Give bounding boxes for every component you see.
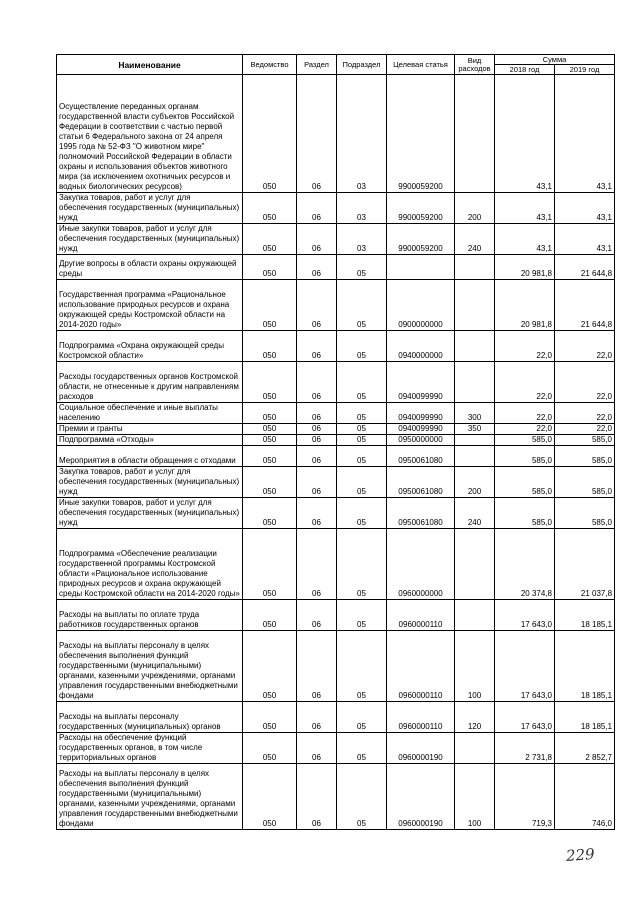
cell-expense-type [455, 600, 495, 631]
cell-target: 0940000000 [387, 331, 455, 362]
cell-department: 050 [243, 280, 297, 331]
table-row [57, 467, 615, 498]
cell-target: 0960000110 [387, 600, 455, 631]
cell-section: 06 [297, 424, 337, 435]
cell-section: 06 [297, 331, 337, 362]
cell-name: Расходы на выплаты персоналу в целях обеспечения выполнения функций государственными (муниципальными) органами, казенными учреждениями, органами управления государственными внебюджетными фондами [57, 764, 243, 830]
cell-name: Расходы государственных органов Костромской области, не отнесенные к другим направлениям расходов [57, 362, 243, 403]
table-row [57, 362, 615, 403]
cell-department: 050 [243, 631, 297, 702]
cell-subsection: 03 [337, 224, 387, 255]
cell-name: Закупка товаров, работ и услуг для обеспечения государственных (муниципальных) нужд [57, 467, 243, 498]
cell-sum-2018: 22,0 [495, 331, 555, 362]
cell-sum-2018: 585,0 [495, 498, 555, 529]
cell-target: 0950061080 [387, 498, 455, 529]
table-row [57, 498, 615, 529]
cell-subsection: 05 [337, 764, 387, 830]
cell-subsection: 05 [337, 435, 387, 446]
cell-subsection: 05 [337, 446, 387, 467]
cell-department: 050 [243, 467, 297, 498]
table-row [57, 733, 615, 764]
cell-sum-2018: 719,3 [495, 764, 555, 830]
cell-section: 06 [297, 764, 337, 830]
cell-target [387, 255, 455, 280]
cell-expense-type: 240 [455, 224, 495, 255]
cell-sum-2018: 22,0 [495, 362, 555, 403]
cell-expense-type [455, 446, 495, 467]
cell-expense-type [455, 255, 495, 280]
cell-section: 06 [297, 467, 337, 498]
cell-name: Расходы на обеспечение функций государственных органов, в том числе территориальных органов [57, 733, 243, 764]
cell-subsection: 05 [337, 467, 387, 498]
cell-target: 0960000110 [387, 702, 455, 733]
cell-sum-2019: 21 644,8 [555, 280, 615, 331]
handwritten-page-number: 229 [565, 845, 596, 865]
header-department: Ведомство [243, 55, 297, 75]
cell-name: Иные закупки товаров, работ и услуг для обеспечения государственных (муниципальных) нужд [57, 498, 243, 529]
table-row [57, 435, 615, 446]
table-row [57, 424, 615, 435]
cell-sum-2019: 18 185,1 [555, 702, 615, 733]
cell-section: 06 [297, 435, 337, 446]
cell-target: 9900059200 [387, 193, 455, 224]
cell-target: 0940099990 [387, 424, 455, 435]
header-expense-type: Вид расходов [455, 55, 495, 75]
cell-sum-2018: 20 981,8 [495, 280, 555, 331]
cell-sum-2019: 18 185,1 [555, 600, 615, 631]
cell-target: 0960000190 [387, 733, 455, 764]
cell-department: 050 [243, 193, 297, 224]
cell-name: Расходы на выплаты персоналу государственных (муниципальных) органов [57, 702, 243, 733]
cell-department: 050 [243, 529, 297, 600]
cell-department: 050 [243, 702, 297, 733]
cell-expense-type: 100 [455, 631, 495, 702]
cell-sum-2018: 43,1 [495, 75, 555, 193]
cell-subsection: 03 [337, 193, 387, 224]
cell-target: 0960000000 [387, 529, 455, 600]
cell-section: 06 [297, 255, 337, 280]
cell-section: 06 [297, 733, 337, 764]
cell-expense-type [455, 435, 495, 446]
cell-target: 0940099990 [387, 362, 455, 403]
cell-sum-2018: 17 643,0 [495, 631, 555, 702]
cell-target: 0950061080 [387, 446, 455, 467]
cell-section: 06 [297, 600, 337, 631]
cell-name: Подпрограмма «Отходы» [57, 435, 243, 446]
cell-section: 06 [297, 280, 337, 331]
cell-sum-2019: 585,0 [555, 446, 615, 467]
cell-expense-type: 200 [455, 193, 495, 224]
cell-expense-type: 300 [455, 403, 495, 424]
cell-section: 06 [297, 529, 337, 600]
cell-department: 050 [243, 446, 297, 467]
cell-sum-2018: 585,0 [495, 446, 555, 467]
cell-expense-type [455, 280, 495, 331]
cell-sum-2018: 17 643,0 [495, 600, 555, 631]
cell-sum-2018: 20 374,8 [495, 529, 555, 600]
header-subsection: Подраздел [337, 55, 387, 75]
cell-section: 06 [297, 403, 337, 424]
table-row [57, 446, 615, 467]
cell-sum-2018: 22,0 [495, 403, 555, 424]
cell-subsection: 05 [337, 255, 387, 280]
cell-section: 06 [297, 75, 337, 193]
cell-department: 050 [243, 733, 297, 764]
table-row [57, 600, 615, 631]
header-name: Наименование [57, 55, 243, 75]
cell-department: 050 [243, 403, 297, 424]
table-body [57, 75, 615, 830]
cell-subsection: 05 [337, 600, 387, 631]
cell-sum-2019: 43,1 [555, 75, 615, 193]
cell-sum-2019: 18 185,1 [555, 631, 615, 702]
cell-target: 9900059200 [387, 224, 455, 255]
cell-sum-2018: 2 731,8 [495, 733, 555, 764]
cell-sum-2019: 22,0 [555, 424, 615, 435]
cell-department: 050 [243, 498, 297, 529]
cell-subsection: 05 [337, 331, 387, 362]
cell-name: Подпрограмма «Обеспечение реализации государственной программы Костромской области «Рациональное использование природных ресурсов и охрана окружающей среды Костромской области на 2014-2020 годы» [57, 529, 243, 600]
header-section: Раздел [297, 55, 337, 75]
cell-department: 050 [243, 331, 297, 362]
cell-target: 0940099990 [387, 403, 455, 424]
cell-department: 050 [243, 764, 297, 830]
cell-section: 06 [297, 631, 337, 702]
cell-sum-2018: 20 981,8 [495, 255, 555, 280]
cell-subsection: 05 [337, 702, 387, 733]
cell-section: 06 [297, 224, 337, 255]
cell-department: 050 [243, 255, 297, 280]
table-row [57, 631, 615, 702]
table-row [57, 255, 615, 280]
cell-expense-type [455, 331, 495, 362]
cell-department: 050 [243, 600, 297, 631]
cell-section: 06 [297, 702, 337, 733]
table-row [57, 75, 615, 193]
cell-sum-2018: 22,0 [495, 424, 555, 435]
cell-subsection: 05 [337, 498, 387, 529]
cell-subsection: 05 [337, 424, 387, 435]
cell-name: Осуществление переданных органам государственной власти субъектов Российской Федерации в соответствии с частью первой статьи 6 Федерального закона от 24 апреля 1995 года № 52-ФЗ "О животном мире" полномочий Российской Федерации в области охраны и использования объектов животного мира (за исключением охотничьих ресурсов и водных биологических ресурсов) [57, 75, 243, 193]
cell-target: 0960000110 [387, 631, 455, 702]
cell-subsection: 03 [337, 75, 387, 193]
cell-section: 06 [297, 362, 337, 403]
cell-expense-type: 200 [455, 467, 495, 498]
cell-sum-2018: 17 643,0 [495, 702, 555, 733]
cell-name: Премии и гранты [57, 424, 243, 435]
cell-sum-2019: 585,0 [555, 498, 615, 529]
cell-name: Подпрограмма «Охрана окружающей среды Костромской области» [57, 331, 243, 362]
table-row [57, 193, 615, 224]
cell-sum-2019: 21 644,8 [555, 255, 615, 280]
cell-subsection: 05 [337, 631, 387, 702]
cell-department: 050 [243, 224, 297, 255]
cell-name: Мероприятия в области обращения с отходами [57, 446, 243, 467]
cell-subsection: 05 [337, 529, 387, 600]
cell-sum-2018: 585,0 [495, 435, 555, 446]
cell-sum-2018: 585,0 [495, 467, 555, 498]
cell-name: Иные закупки товаров, работ и услуг для обеспечения государственных (муниципальных) нужд [57, 224, 243, 255]
table-row [57, 280, 615, 331]
cell-name: Расходы на выплаты по оплате труда работников государственных органов [57, 600, 243, 631]
cell-sum-2018: 43,1 [495, 224, 555, 255]
cell-subsection: 05 [337, 362, 387, 403]
cell-target: 0900000000 [387, 280, 455, 331]
cell-expense-type: 350 [455, 424, 495, 435]
cell-sum-2019: 585,0 [555, 435, 615, 446]
cell-name: Государственная программа «Рациональное использование природных ресурсов и охрана окружающей среды Костромской области на 2014-2020 годы» [57, 280, 243, 331]
table-row [57, 529, 615, 600]
cell-sum-2019: 43,1 [555, 224, 615, 255]
header-year-2019: 2019 год [555, 65, 615, 75]
cell-expense-type [455, 733, 495, 764]
table-row [57, 702, 615, 733]
cell-name: Закупка товаров, работ и услуг для обеспечения государственных (муниципальных) нужд [57, 193, 243, 224]
cell-section: 06 [297, 498, 337, 529]
cell-sum-2019: 22,0 [555, 403, 615, 424]
cell-sum-2019: 585,0 [555, 467, 615, 498]
table-row [57, 764, 615, 830]
cell-expense-type [455, 75, 495, 193]
cell-target: 0950000000 [387, 435, 455, 446]
cell-sum-2019: 21 037,8 [555, 529, 615, 600]
cell-department: 050 [243, 424, 297, 435]
header-sum: Сумма [495, 55, 615, 65]
table-row [57, 331, 615, 362]
cell-target: 0960000190 [387, 764, 455, 830]
header-year-2018: 2018 год [495, 65, 555, 75]
cell-target: 0950061080 [387, 467, 455, 498]
cell-expense-type [455, 362, 495, 403]
cell-subsection: 05 [337, 280, 387, 331]
cell-sum-2018: 43,1 [495, 193, 555, 224]
cell-sum-2019: 22,0 [555, 331, 615, 362]
table-row [57, 224, 615, 255]
cell-subsection: 05 [337, 403, 387, 424]
cell-name: Другие вопросы в области охраны окружающей среды [57, 255, 243, 280]
header-target: Целевая статья [387, 55, 455, 75]
budget-table [56, 54, 615, 830]
cell-department: 050 [243, 435, 297, 446]
cell-sum-2019: 22,0 [555, 362, 615, 403]
cell-expense-type [455, 529, 495, 600]
cell-name: Социальное обеспечение и иные выплаты населению [57, 403, 243, 424]
cell-expense-type: 240 [455, 498, 495, 529]
cell-name: Расходы на выплаты персоналу в целях обеспечения выполнения функций государственными (муниципальными) органами, казенными учреждениями, органами управления государственными внебюджетными фондами [57, 631, 243, 702]
cell-subsection: 05 [337, 733, 387, 764]
cell-department: 050 [243, 75, 297, 193]
cell-sum-2019: 43,1 [555, 193, 615, 224]
cell-sum-2019: 2 852,7 [555, 733, 615, 764]
cell-target: 9900059200 [387, 75, 455, 193]
cell-sum-2019: 746,0 [555, 764, 615, 830]
cell-department: 050 [243, 362, 297, 403]
table-row [57, 403, 615, 424]
cell-section: 06 [297, 193, 337, 224]
cell-expense-type: 120 [455, 702, 495, 733]
cell-section: 06 [297, 446, 337, 467]
cell-expense-type: 100 [455, 764, 495, 830]
